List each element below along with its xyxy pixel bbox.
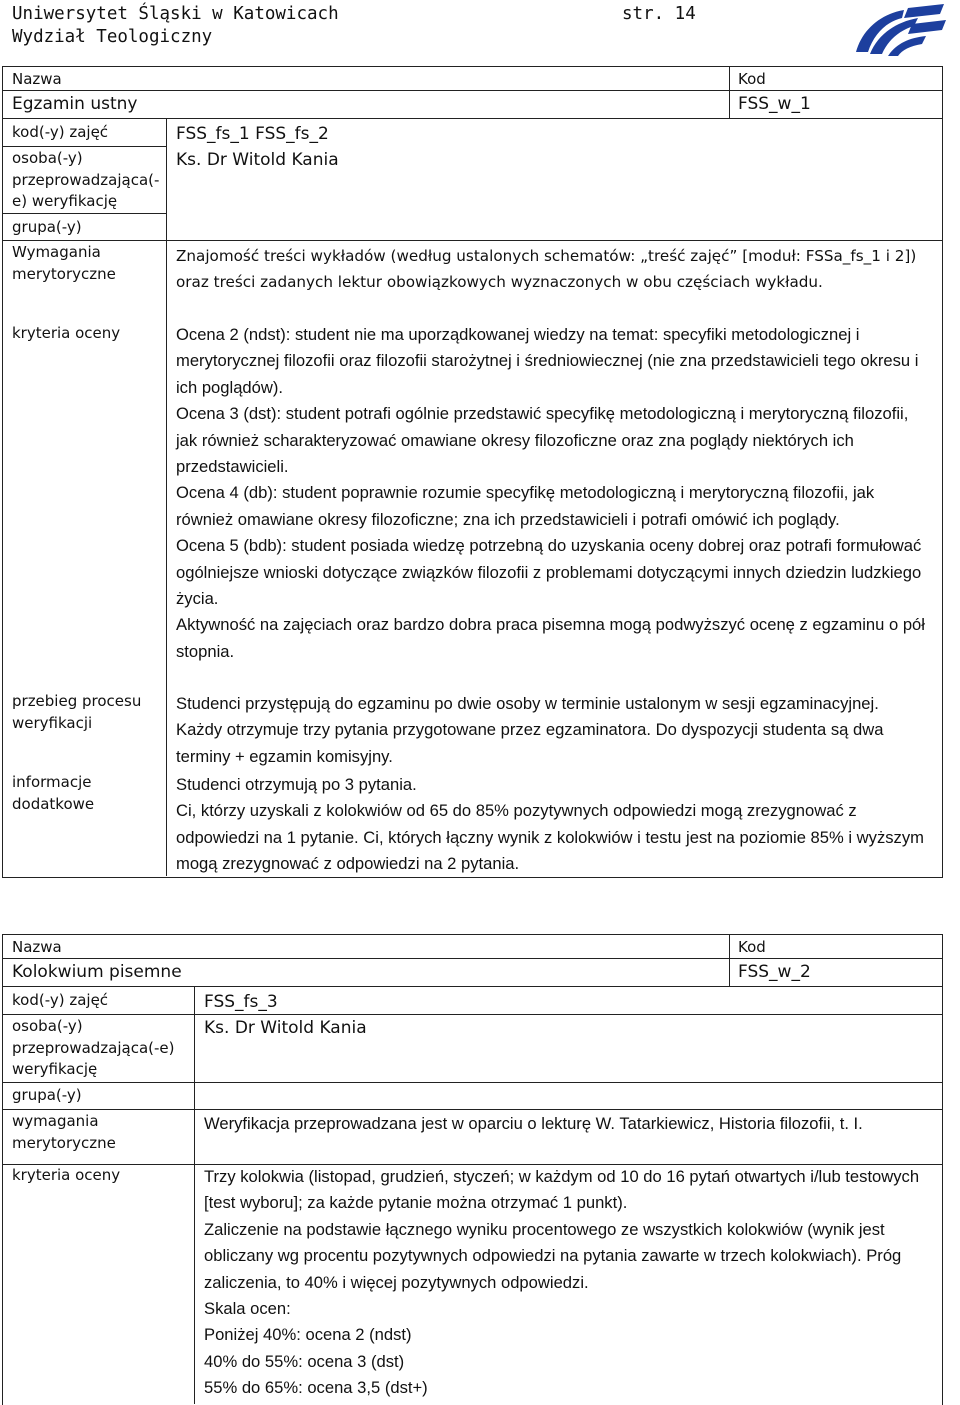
process-text: Studenci przystępują do egzaminu po dwie osoby w terminie ustalonym w sesji egzaminacyjnej. Każdy otrzymuje trzy pytania przygotowane przez egzaminatora. Do dyspozycji studenta są dwa terminy + egzamin komisyjny.	[176, 694, 884, 766]
criteria-text-2	[204, 1164, 928, 1402]
requirements-label-2: wymagania merytoryczne	[12, 1112, 116, 1152]
grading-scale-item: Poniżej 40%: ocena 2 (ndst)	[204, 1325, 412, 1345]
grading-scale-item: 55% do 65%: ocena 3,5 (dst+)	[204, 1378, 428, 1398]
exam-code-2: FSS_w_2	[738, 962, 811, 982]
course-codes-label-2: kod(-y) zajęć	[12, 991, 109, 1009]
examiner-label: osoba(-y) przeprowadzająca(-e) weryfikację	[12, 149, 160, 210]
examiner-name-2: Ks. Dr Witold Kania	[204, 1018, 367, 1038]
requirements-text-2: Weryfikacja przeprowadzana jest w oparciu o lekturę W. Tatarkiewicz, Historia filozofii, t. I.	[204, 1114, 863, 1133]
examiner-name: Ks. Dr Witold Kania	[176, 150, 339, 170]
criteria-grade-5: Ocena 5 (bdb): student posiada wiedzę potrzebną do uzyskania oceny dobrej oraz potrafi formułować ogólniejsze wnioski dotyczące związków filozofii z problemami dotyczącymi innych dziedzin ludzkiego życia.	[176, 536, 922, 609]
nazwa-label: Nazwa	[12, 70, 62, 88]
nazwa-label-2: Nazwa	[12, 938, 62, 956]
course-codes: FSS_fs_1 FSS_fs_2	[176, 124, 329, 144]
requirements-text: Znajomość treści wykładów (według ustalonych schematów: „treść zajęć” [moduł: FSSa_fs_1 i 2]) oraz treści zadanych lektur obowiązkowych wyznaczonych w obu częściach wykładu.	[176, 247, 917, 291]
process-label: przebieg procesu weryfikacji	[12, 692, 142, 732]
criteria-label-2: kryteria oceny	[12, 1166, 121, 1184]
course-codes-2: FSS_fs_3	[204, 992, 278, 1012]
additional-info-text	[176, 772, 928, 878]
additional-info-label: informacje dodatkowe	[12, 773, 95, 813]
page-header	[12, 3, 339, 49]
criteria-label: kryteria oceny	[12, 324, 121, 342]
page-number: str. 14	[622, 4, 696, 24]
kod-label: Kod	[738, 70, 766, 88]
criteria-pass-rule: Zaliczenie na podstawie łącznego wyniku procentowego ze wszystkich kolokwiów (wynik jest obliczany wg procentu pozytywnych odpowiedzi na pytania zawarte w trzech kolokwiach). Próg zaliczenia, to 40% i więcej pozytywnych odpowiedzi.	[204, 1219, 902, 1292]
additional-info-exemptions: Ci, którzy uzyskali z kolokwiów od 65 do 85% pozytywnych odpowiedzi mogą zrezygnować z odpowiedzi na 1 pytanie. Ci, których łączny wynik z kolokwiów i testu jest na poziomie 85% i wyższym mogą zrezygnować z odpowiedzi na 2 pytania.	[176, 801, 924, 874]
kod-label-2: Kod	[738, 938, 766, 956]
criteria-tests: Trzy kolokwia (listopad, grudzień, styczeń; w każdym od 10 do 16 pytań otwartych i/lub testowych [test wyboru]; za każde pytanie można otrzymać 1 punkt).	[204, 1167, 920, 1213]
course-codes-label: kod(-y) zajęć	[12, 123, 109, 141]
examiner-label-2: osoba(-y) przeprowadzająca(-e) weryfikację	[12, 1017, 175, 1078]
exam-name-2: Kolokwium pisemne	[12, 962, 182, 982]
group-label: grupa(-y)	[12, 218, 82, 236]
criteria-grade-2: Ocena 2 (ndst): student nie ma uporządkowanej wiedzy na temat: specyfiki metodologicznej i merytorycznej filozofii oraz filozofii starożytnej i średniowiecznej (nie zna przedstawicieli tego okresu i ich poglądów).	[176, 325, 919, 397]
criteria-grade-4: Ocena 4 (db): student poprawnie rozumie specyfikę metodologiczną i merytoryczną filozofii, jak również omawiane okresy filozoficzne; zna ich przedstawicieli i potrafi omówić ich poglądy.	[176, 483, 875, 529]
grading-scale-item: 40% do 55%: ocena 3 (dst)	[204, 1351, 405, 1371]
university-logo-icon	[852, 0, 947, 60]
criteria-bonus: Aktywność na zajęciach oraz bardzo dobra praca pisemna mogą podwyższyć ocenę z egzaminu o pół stopnia.	[176, 615, 925, 661]
exam-code: FSS_w_1	[738, 94, 811, 114]
grading-scale-title: Skala ocen:	[204, 1299, 291, 1319]
criteria-grade-3: Ocena 3 (dst): student potrafi ogólnie przedstawić specyfikę metodologiczną i merytoryczną filozofii, jak również scharakteryzować omawiane okresy filozoficzne oraz zna poglądy niektórych ich przedstawicieli.	[176, 404, 909, 477]
criteria-text	[176, 322, 928, 665]
additional-info-questions: Studenci otrzymują po 3 pytania.	[176, 775, 417, 794]
faculty-name: Wydział Teologiczny	[12, 27, 213, 47]
requirements-label: Wymagania merytoryczne	[12, 243, 116, 283]
group-label-2: grupa(-y)	[12, 1086, 82, 1104]
university-name: Uniwersytet Śląski w Katowicach	[12, 4, 339, 24]
exam-name: Egzamin ustny	[12, 94, 138, 114]
